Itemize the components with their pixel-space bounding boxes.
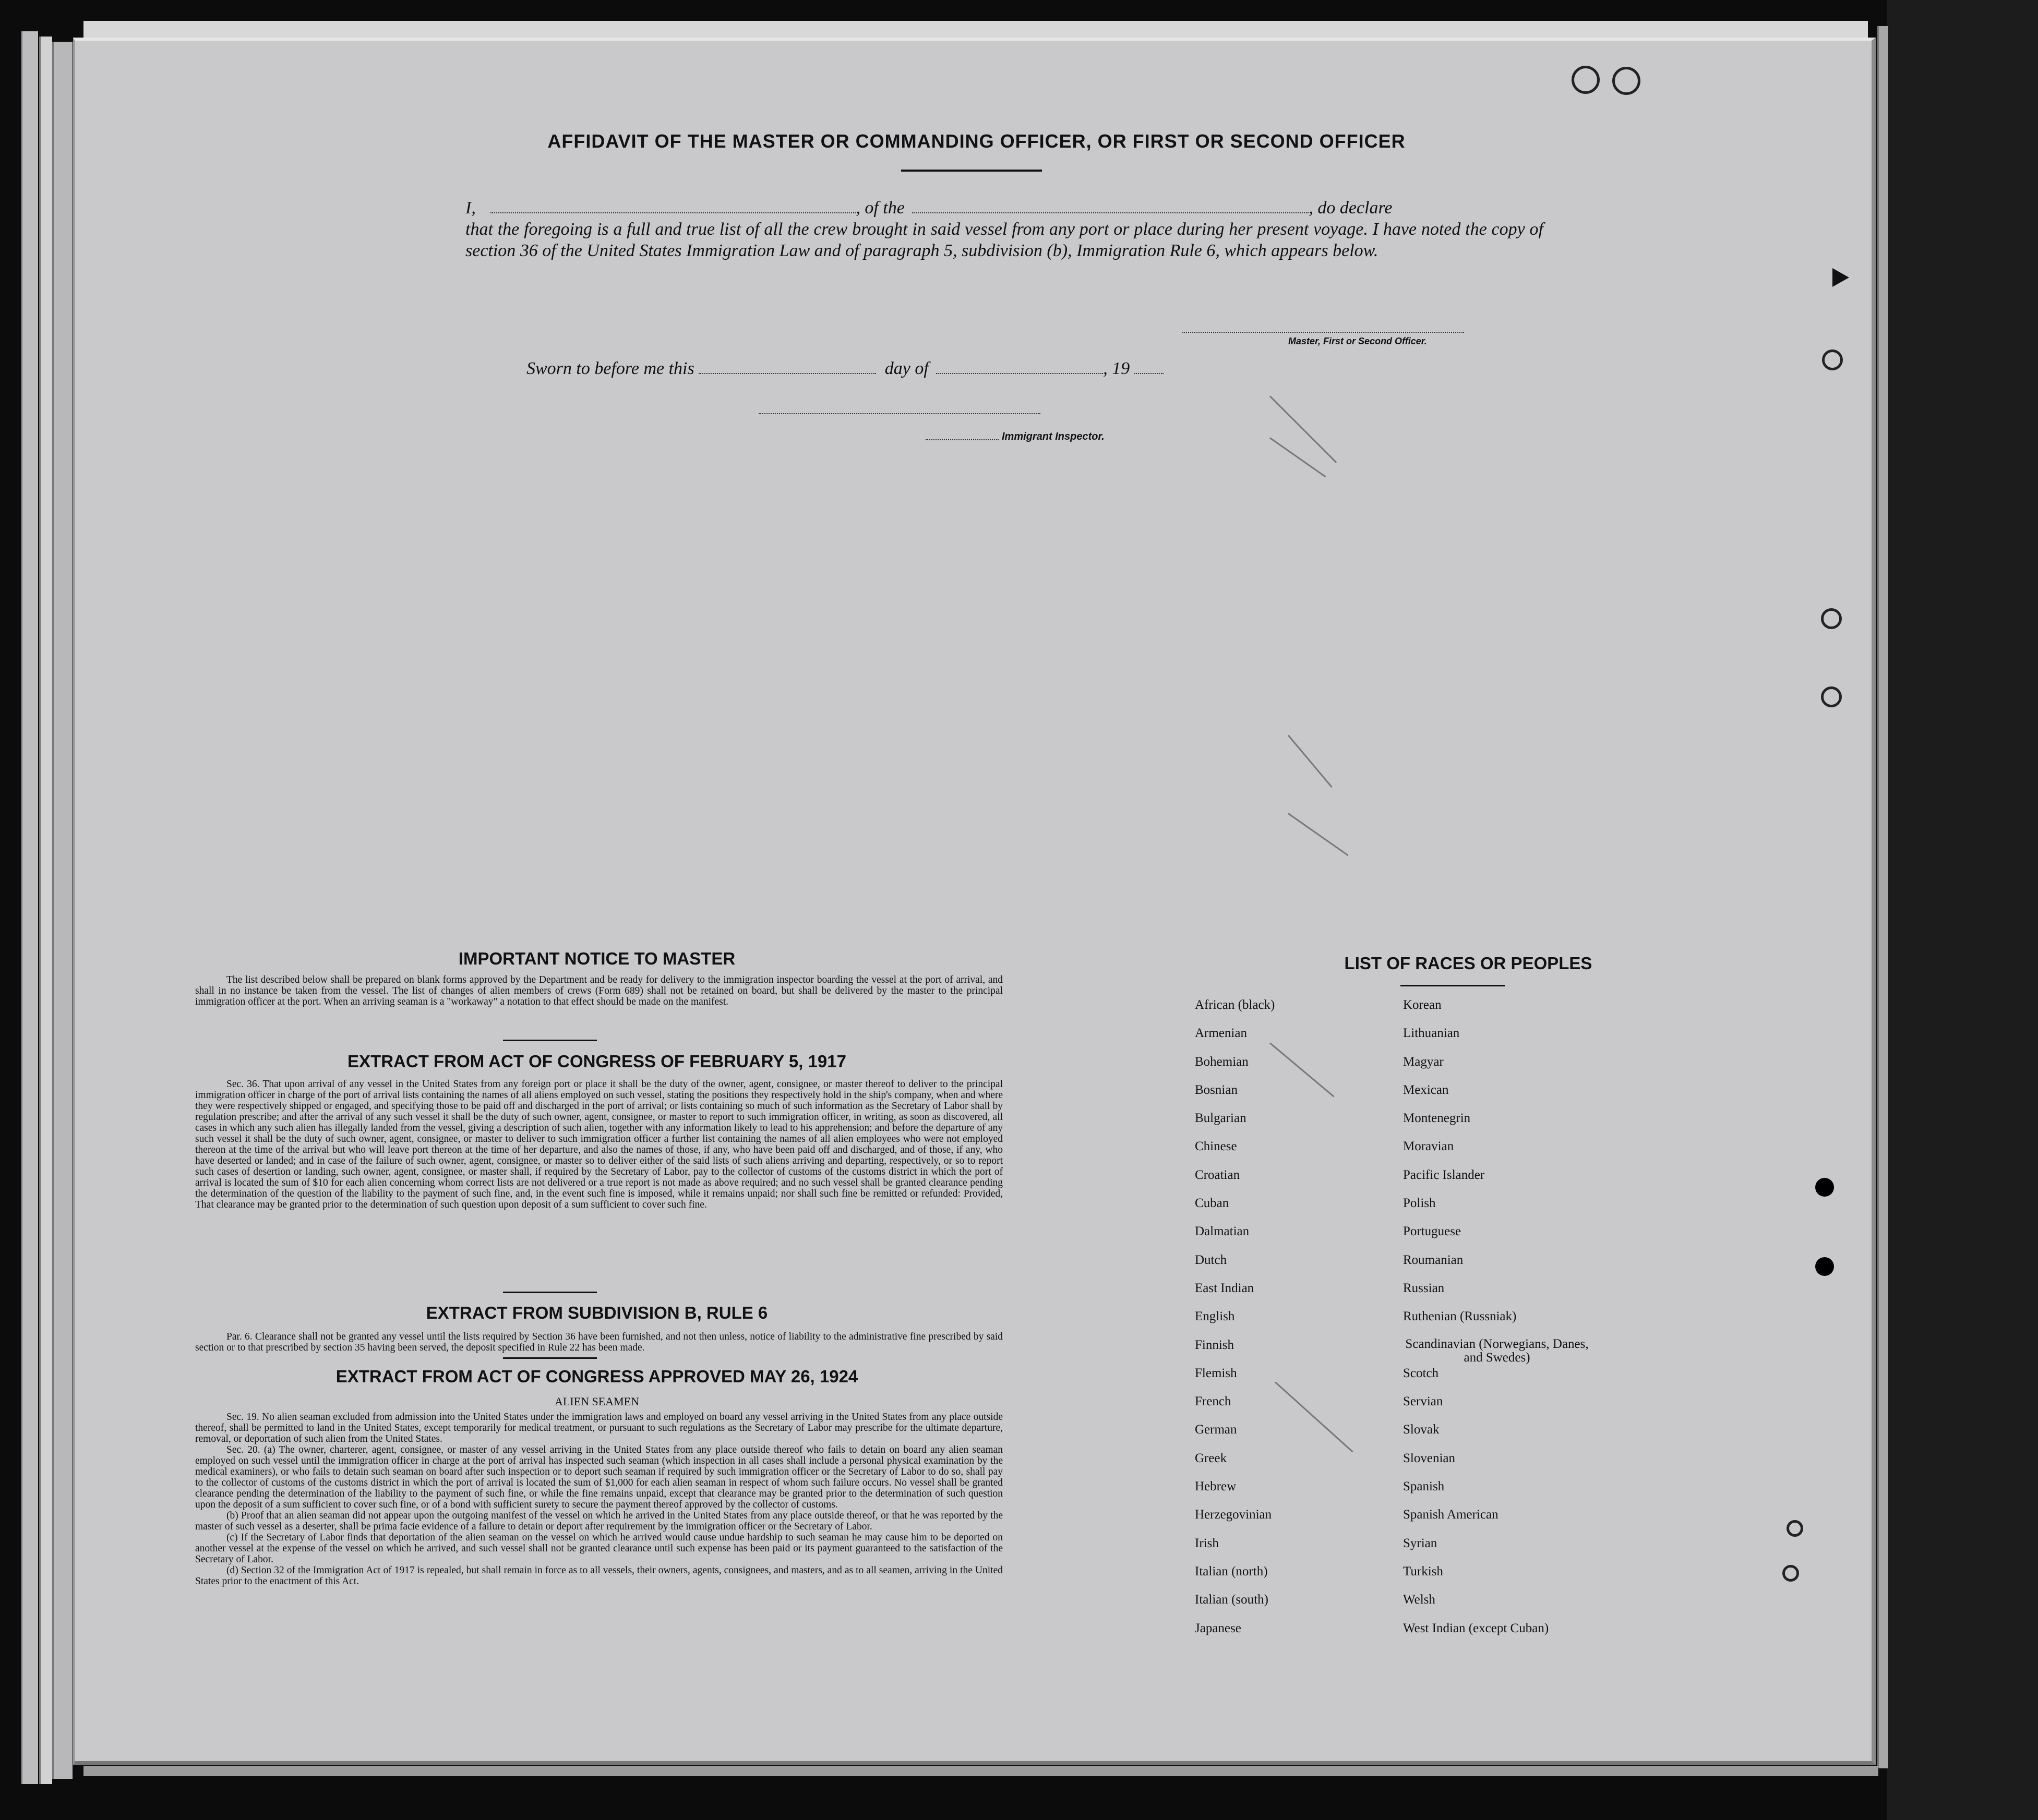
section-divider bbox=[503, 1040, 597, 1041]
races-heading: LIST OF RACES OR PEOPLES bbox=[1344, 954, 1592, 973]
race-item: Pacific Islander bbox=[1403, 1167, 1485, 1182]
binder-hole-icon bbox=[1822, 349, 1843, 370]
race-item: English bbox=[1195, 1309, 1235, 1324]
race-item: Slovenian bbox=[1403, 1451, 1455, 1465]
scan-scratch bbox=[1288, 735, 1333, 788]
race-item: Spanish bbox=[1403, 1479, 1445, 1494]
affidavit-of-the-label: , of the bbox=[856, 198, 905, 218]
race-item: Finnish bbox=[1195, 1337, 1234, 1352]
race-item: Bulgarian bbox=[1195, 1111, 1246, 1126]
section-19-paragraph: Sec. 19. No alien seaman excluded from admission into the United States under the immigration laws and employed on board any vessel arriving in the United States from any place outside thereof, shall be permitted to land in the United States, except temporarily for medical treatment, or pursuant to such regulations as the Secretary of Labor may prescribe for the ultimate departure, removal, or deportation of such alien from the United States. bbox=[195, 1412, 1003, 1444]
race-item: Herzegovinian bbox=[1195, 1508, 1272, 1522]
page-stack-edge bbox=[21, 31, 38, 1784]
officer-signature-line[interactable] bbox=[1182, 332, 1464, 333]
inspector-caption: Immigrant Inspector. bbox=[1002, 431, 1105, 442]
inspector-name-line[interactable] bbox=[926, 439, 999, 440]
extract-rule6-paragraph: Par. 6. Clearance shall not be granted any vessel until the lists required by Section 36 have been furnished, and not then unless, notice of liability to the administrative fine prescribed by said section or to that prescribed by section 35 having been served, the deposit specified in Rule 22 has been made. bbox=[195, 1331, 1003, 1353]
race-item: Bosnian bbox=[1195, 1082, 1238, 1097]
inspector-signature-line[interactable] bbox=[759, 413, 1040, 414]
sworn-day-field[interactable] bbox=[699, 373, 876, 374]
race-item: Syrian bbox=[1403, 1536, 1437, 1550]
race-item: Japanese bbox=[1195, 1621, 1241, 1635]
race-item: West Indian (except Cuban) bbox=[1403, 1621, 1549, 1635]
notice-paragraph: The list described below shall be prepared on blank forms approved by the Department and be ready for delivery to the immigration inspector boarding the vessel at the port of arrival, and shall in no instance be taken from the vessel. The list of changes of alien members of crews (Form 689) shall not be retained on board, but shall be delivered by the master to the principal immigration officer at the port. When an arriving seaman is a "workaway" a notation to that effect should be made on the manifest. bbox=[195, 974, 1003, 1007]
race-item: Portuguese bbox=[1403, 1224, 1461, 1239]
race-item: Spanish American bbox=[1403, 1508, 1498, 1522]
page-stack-edge-bottom bbox=[83, 1766, 1878, 1776]
document-page bbox=[73, 38, 1876, 1765]
scan-scratch bbox=[1269, 395, 1337, 463]
section-20b-paragraph: (b) Proof that an alien seaman did not appear upon the outgoing manifest of the vessel on which he arrived in the United States from any place outside thereof, or that he was reported by the master of such vessel as a deserter, shall be prima facie evidence of a failure to detain or deport after requirement by the immigration officer or the Secretary of Labor. bbox=[195, 1510, 1003, 1532]
affidavit-i-label: I, bbox=[465, 198, 476, 218]
race-item: Italian (south) bbox=[1195, 1593, 1268, 1607]
race-item: Chinese bbox=[1195, 1139, 1237, 1154]
race-item: Mexican bbox=[1403, 1082, 1449, 1097]
sworn-year-label: , 19 bbox=[1103, 359, 1130, 378]
extract-1917-paragraph: Sec. 36. That upon arrival of any vessel in the United States from any foreign port or place it shall be the duty of the owner, agent, consignee, or master thereof to deliver to the principal immigration officer in charge of the port of arrival lists containing the names of all aliens employed on such vessel, stating the positions they respectively hold in the ship's company, when and where they were respectively shipped or engaged, and specifying those to be paid off and discharged in the port of arrival; or lists containing so much of such information as the Secretary of Labor shall by regulation prescribe; and after the arrival of any such vessel it shall be the duty of such owner, agent, consignee, or master to report to such immigration officer, in writing, as soon as discovered, all cases in which any such alien has illegally landed from the vessel, giving a description of such alien, together with any information likely to lead to his apprehension; and before the departure of any such vessel it shall be the duty of such owner, agent, consignee, or master to deliver to such immigration officer a further list containing the names of all alien employees who were not employed thereon at the time of the arrival but who will leave port thereon at the time of her departure, and also the names of those, if any, who have been paid off and discharged, and of those, if any, who have deserted or landed; and in case of the failure of such owner, agent, consignee, or master so to deliver either of the said lists of such aliens arriving and departing, respectively, or so to report such cases of desertion or landing, such owner, agent, consignee, or master shall, if required by the Secretary of Labor, pay to the collector of customs of the customs district in which the port of arrival is located the sum of $10 for each alien concerning whom correct lists are not delivered or a true report is not made as above required; and no such vessel shall be granted clearance pending the determination of the question of the liability to the payment of such fine, and, in the event such fine is imposed, while it remains unpaid; nor shall such fine be remitted or refunded: Provided, That clearance may be granted prior to the determination of such question upon deposit of a sum sufficient to cover such fine. bbox=[195, 1079, 1003, 1210]
binder-hole-icon bbox=[1782, 1565, 1799, 1582]
race-item: East Indian bbox=[1195, 1281, 1254, 1295]
affidavit-body: that the foregoing is a full and true list of all the crew brought in said vessel from any port or place during her present voyage. I have noted the copy of section 36 of the United States Immigration Law and of paragraph 5, subdivision (b), Immigration Rule 6, which appears below. bbox=[465, 220, 1543, 260]
extract-rule6-heading: EXTRACT FROM SUBDIVISION B, RULE 6 bbox=[426, 1303, 768, 1322]
race-item: Moravian bbox=[1403, 1139, 1454, 1154]
race-item: Lithuanian bbox=[1403, 1026, 1460, 1041]
race-item: Korean bbox=[1403, 998, 1442, 1012]
binder-hole-icon bbox=[1815, 1257, 1834, 1276]
affidavit-declare-label: , do declare bbox=[1309, 198, 1393, 218]
binder-hole-icon bbox=[1787, 1520, 1803, 1537]
sworn-month-field[interactable] bbox=[936, 373, 1103, 374]
extract-1917-heading: EXTRACT FROM ACT OF CONGRESS OF FEBRUARY 5, 1917 bbox=[347, 1052, 846, 1071]
extract-rule6-body bbox=[195, 1331, 1003, 1353]
section-20a-paragraph: Sec. 20. (a) The owner, charterer, agent, consignee, or master of any vessel arriving in the United States from any place outside thereof who fails to detain on board any alien seaman employed on such vessel until the immigration officer in charge at the port of arrival has inspected such seaman (which inspection in all cases shall include a personal physical examination by the medical examiners), or who fails to detain such seaman on board after such inspection or to deport such seaman if required by such immigration officer or the Secretary of Labor to do so, shall pay to the collector of customs of the customs district in which the port of arrival is located the sum of $1,000 for each alien seaman in respect of whom such failure occurs. No vessel shall be granted clearance pending the determination of the liability to the payment of such fine, or while the fine remains unpaid, except that clearance may be granted prior to the determination of such question upon the deposit of a sum sufficient to cover such fine, or of a bond with sufficient surety to secure the payment thereof approved by the collector of customs. bbox=[195, 1444, 1003, 1510]
sworn-prefix: Sworn to before me this bbox=[526, 359, 694, 378]
section-divider bbox=[503, 1292, 597, 1293]
race-item: Roumanian bbox=[1403, 1252, 1464, 1267]
scan-scratch bbox=[1288, 813, 1348, 856]
race-item: Russian bbox=[1403, 1281, 1445, 1295]
binder-hole-icon bbox=[1612, 67, 1640, 95]
extract-1924-heading: EXTRACT FROM ACT OF CONGRESS APPROVED MAY 26, 1924 bbox=[335, 1367, 858, 1386]
sworn-day-of-label: day of bbox=[884, 359, 929, 378]
binder-hole-icon bbox=[1815, 1178, 1834, 1197]
sworn-year-field[interactable] bbox=[1134, 373, 1164, 374]
race-item: Croatian bbox=[1195, 1167, 1240, 1182]
section-20d-paragraph: (d) Section 32 of the Immigration Act of 1917 is repealed, but shall remain in force as to all vessels, their owners, agents, consignees, and masters, and as to all seamen, arriving in the United States prior to the enactment of this Act. bbox=[195, 1565, 1003, 1587]
page-stack-edge bbox=[52, 42, 73, 1779]
officer-name-field[interactable] bbox=[490, 212, 856, 213]
officer-signature-caption: Master, First or Second Officer. bbox=[1288, 336, 1427, 346]
section-divider bbox=[503, 1357, 597, 1359]
page-stack-edge bbox=[39, 37, 52, 1784]
section-20c-paragraph: (c) If the Secretary of Labor finds that deportation of the alien seaman on the vessel on which he arrived would cause undue hardship to such seaman he may cause him to be deported on another vessel at the expense of the vessel on which he arrived, and such vessel shall not be granted clearance until such expense has been paid or its payment guaranteed to the satisfaction of the Secretary of Labor. bbox=[195, 1532, 1003, 1565]
race-item: Armenian bbox=[1195, 1026, 1247, 1041]
race-item: German bbox=[1195, 1423, 1237, 1437]
race-item: Turkish bbox=[1403, 1564, 1443, 1578]
race-item: French bbox=[1195, 1394, 1231, 1409]
notice-body bbox=[195, 974, 1003, 1007]
page-stack-edge-top bbox=[83, 21, 1868, 38]
race-item: Scotch bbox=[1403, 1366, 1439, 1380]
sworn-statement bbox=[526, 359, 1164, 379]
race-item: Cuban bbox=[1195, 1196, 1229, 1211]
vessel-name-field[interactable] bbox=[912, 212, 1309, 213]
scan-background bbox=[1887, 0, 2038, 1820]
race-item: African (black) bbox=[1195, 998, 1275, 1012]
races-column-2 bbox=[1403, 997, 1622, 1649]
races-column-1 bbox=[1195, 997, 1383, 1649]
extract-1924-subheading: ALIEN SEAMEN bbox=[555, 1395, 639, 1408]
extract-1917-body bbox=[195, 1079, 1003, 1210]
affidavit-title: AFFIDAVIT OF THE MASTER OR COMMANDING OFFICER, OR FIRST OR SECOND OFFICER bbox=[547, 130, 1406, 152]
binder-hole-icon bbox=[1832, 268, 1849, 287]
race-item: Magyar bbox=[1403, 1054, 1444, 1069]
binder-hole-icon bbox=[1821, 608, 1842, 629]
notice-heading: IMPORTANT NOTICE TO MASTER bbox=[458, 949, 736, 968]
affidavit-statement bbox=[465, 197, 1543, 261]
race-item: Ruthenian (Russniak) bbox=[1403, 1309, 1517, 1324]
title-divider bbox=[901, 170, 1042, 172]
race-item: Dalmatian bbox=[1195, 1224, 1250, 1239]
extract-1924-body bbox=[195, 1412, 1003, 1587]
races-divider bbox=[1400, 985, 1505, 986]
race-item: Slovak bbox=[1403, 1423, 1440, 1437]
race-item: Dutch bbox=[1195, 1252, 1227, 1267]
race-item: Polish bbox=[1403, 1196, 1436, 1211]
race-item: Irish bbox=[1195, 1536, 1219, 1550]
race-item: Welsh bbox=[1403, 1593, 1435, 1607]
binder-hole-icon bbox=[1572, 66, 1600, 94]
race-item: Italian (north) bbox=[1195, 1564, 1268, 1578]
race-item: Servian bbox=[1403, 1394, 1443, 1409]
race-item: Scandinavian (Norwegians, Danes, and Swedes) bbox=[1405, 1336, 1589, 1365]
race-item: Flemish bbox=[1195, 1366, 1237, 1380]
race-item: Montenegrin bbox=[1403, 1111, 1471, 1126]
page-stack-edge-right bbox=[1877, 26, 1888, 1768]
binder-hole-icon bbox=[1821, 686, 1842, 707]
race-item: Greek bbox=[1195, 1451, 1227, 1465]
race-item: Hebrew bbox=[1195, 1479, 1237, 1494]
race-item: Bohemian bbox=[1195, 1054, 1249, 1069]
